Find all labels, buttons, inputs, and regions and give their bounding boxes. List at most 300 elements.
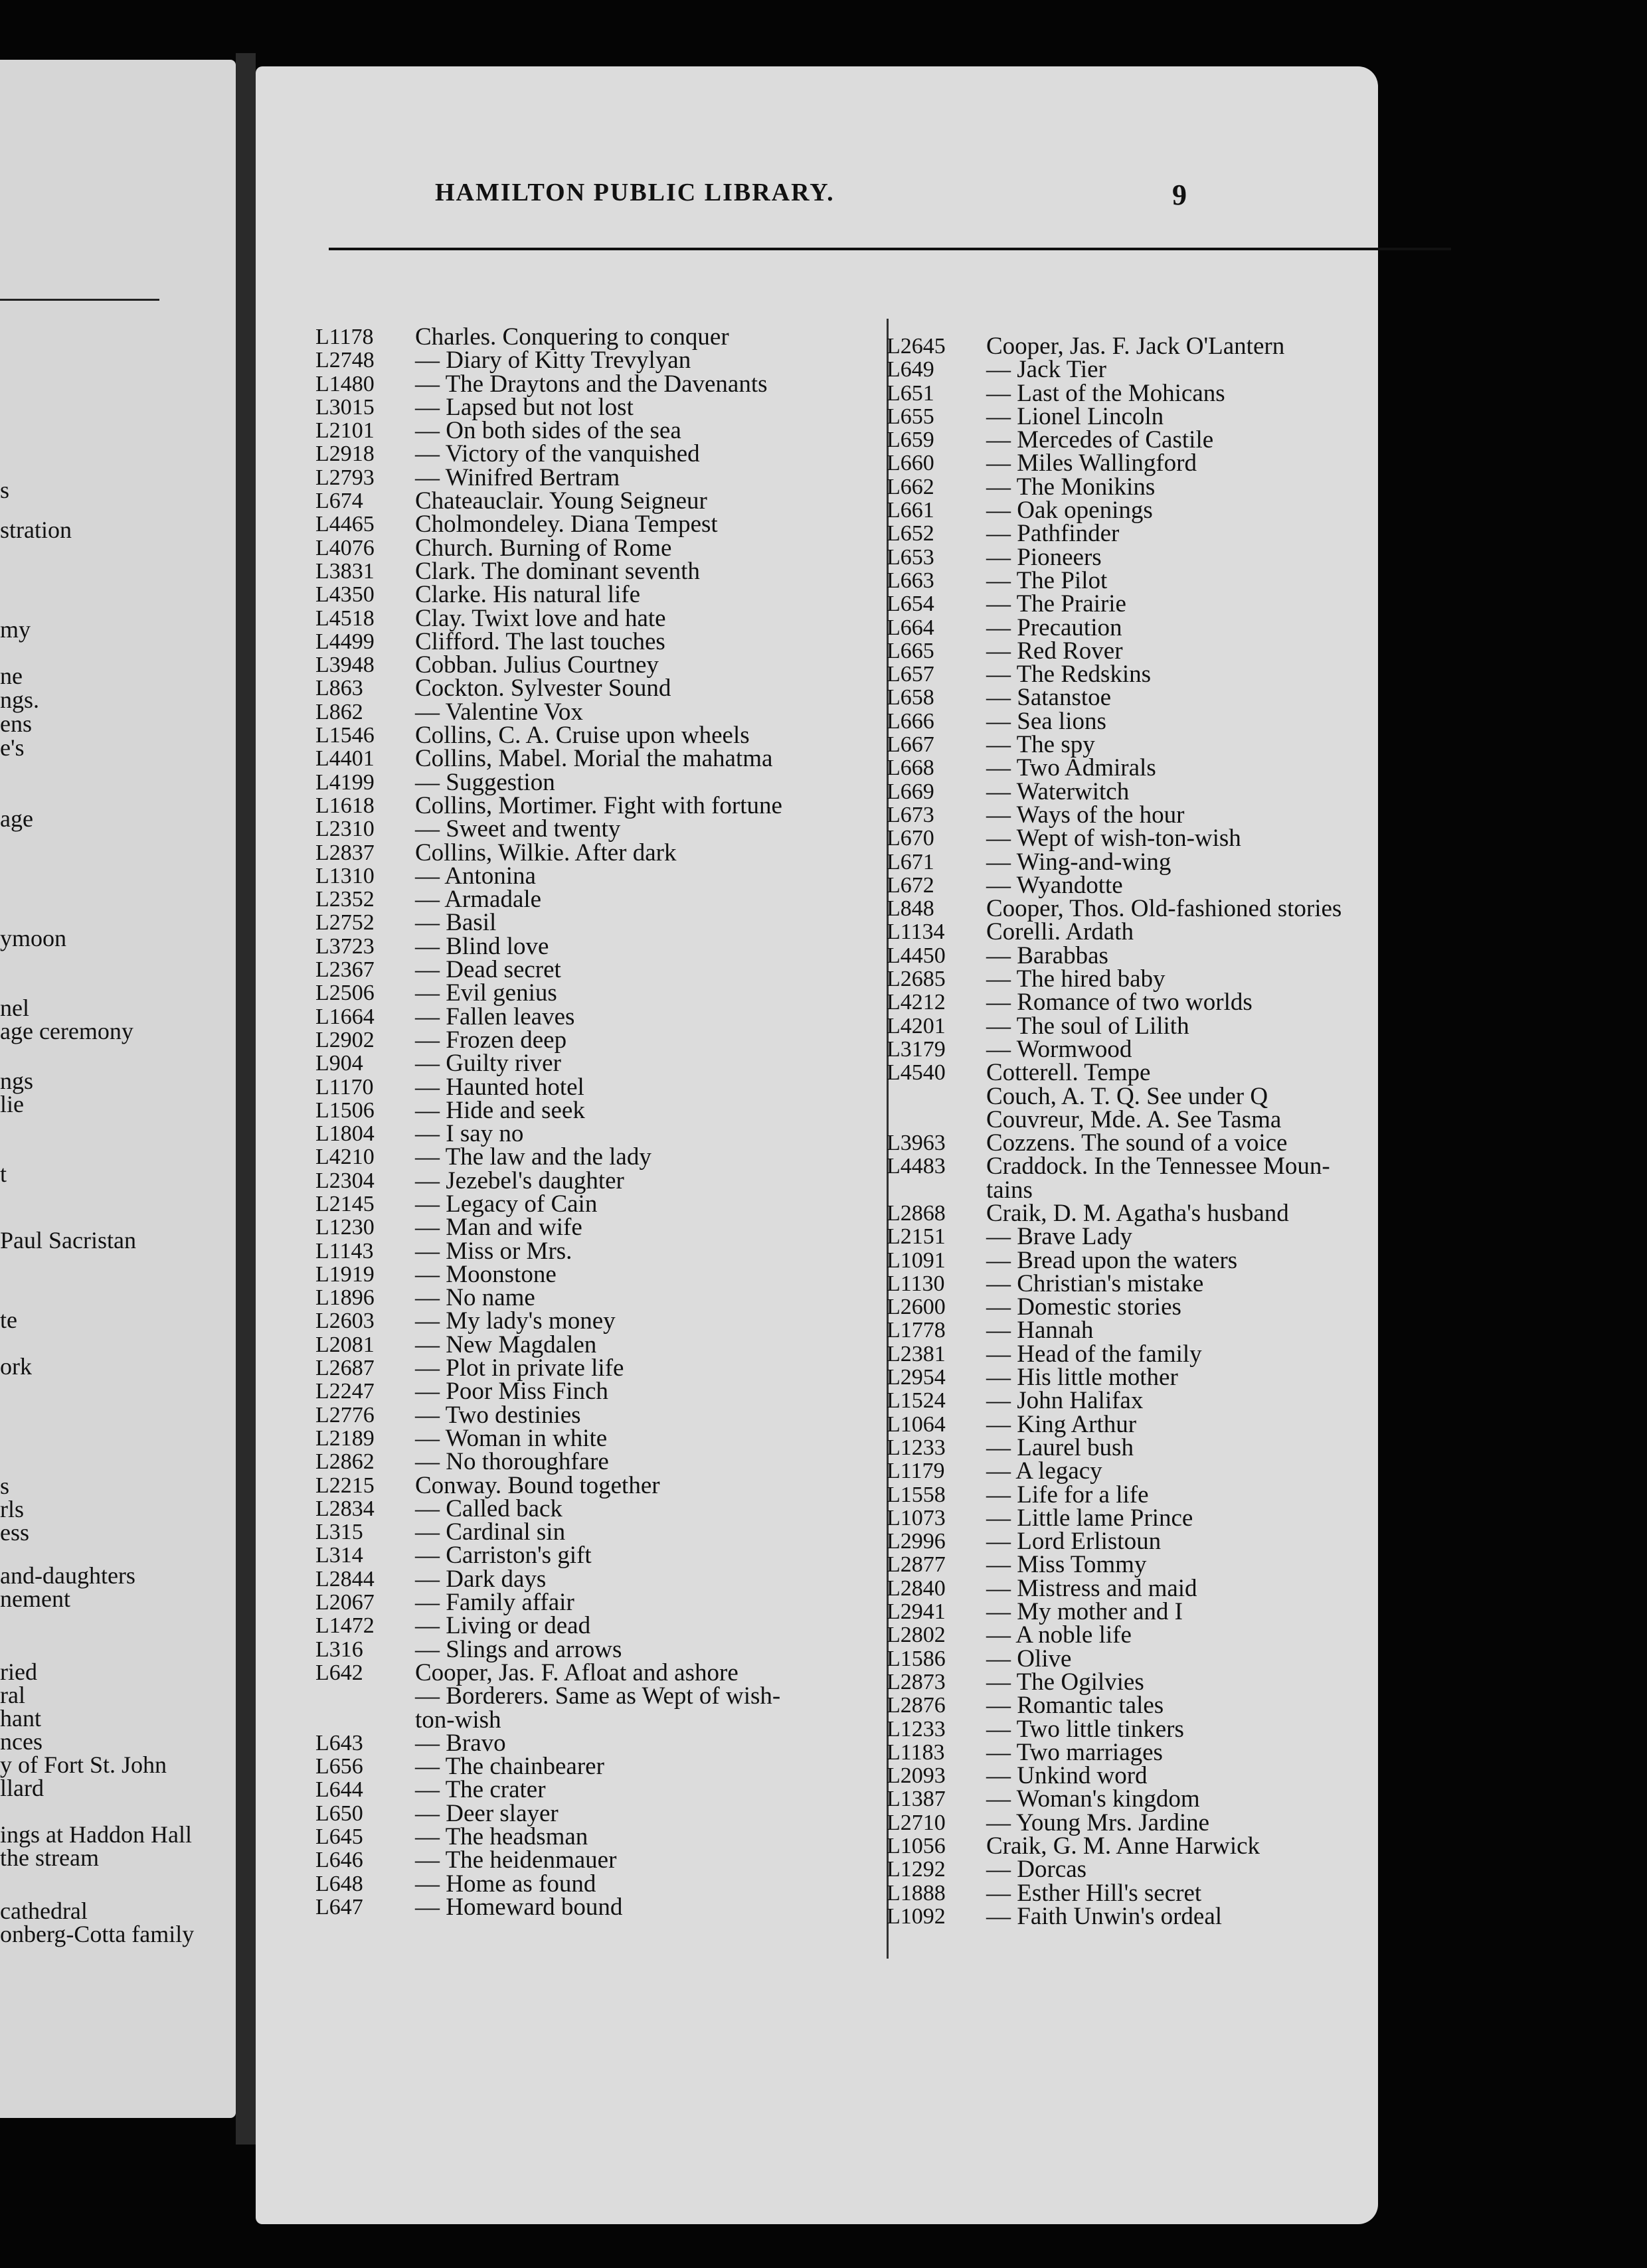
call-number: L3723 [315,933,375,959]
call-number: L2840 [887,1576,946,1601]
catalog-entry [887,684,1444,712]
call-number: L647 [315,1894,363,1919]
call-number: L1664 [315,1004,375,1029]
call-number: L648 [315,1871,363,1896]
entry-title: Cozzens. The sound of a voice [986,1129,1288,1157]
catalog-entry [887,1059,1444,1087]
catalog-entry [315,768,873,796]
entry-title: — Winifred Bertram [415,463,620,491]
catalog-entry [315,722,873,750]
entry-title: — Wing-and-wing [986,848,1171,876]
call-number: L662 [887,474,934,499]
call-number: L1143 [315,1238,374,1263]
entry-title: — The spy [986,731,1095,759]
catalog-entry [315,489,873,513]
catalog-entry [887,1574,1444,1602]
call-number: L2310 [315,817,375,842]
entry-title: — Miles Wallingford [986,449,1197,477]
entry-title: — Romance of two worlds [986,989,1253,1016]
catalog-entry [887,850,1444,874]
catalog-entry [887,613,1444,641]
call-number: L1233 [887,1435,946,1460]
call-number: L642 [315,1660,363,1685]
catalog-entry [315,745,873,773]
entry-title: — Lord Erlistoun [986,1528,1162,1556]
catalog-entry [887,1105,1444,1133]
left-page-fragment: te [0,1307,17,1333]
entry-title: — Life for a life [986,1481,1149,1508]
left-page [0,60,236,2118]
catalog-entry [887,590,1444,618]
call-number: L2902 [315,1027,375,1052]
entry-title: Craik, G. M. Anne Harwick [986,1832,1260,1860]
call-number: L2941 [887,1599,946,1625]
entry-title: — Cardinal sin [415,1518,566,1546]
entry-title: — Diary of Kitty Trevylyan [415,347,691,374]
entry-title: — Called back [415,1495,563,1522]
catalog-entry [887,497,1444,525]
entry-title: Clarke. His natural life [415,581,641,609]
catalog-entry [887,1319,1444,1342]
left-page-fragment: rls [0,1496,24,1522]
catalog-entry [887,1246,1444,1274]
entry-title: — Two destinies [415,1401,581,1429]
call-number: L655 [887,404,934,429]
catalog-entry [887,731,1444,759]
call-number: L645 [315,1824,363,1849]
catalog-entry [887,1506,1444,1530]
call-number: L1888 [887,1880,946,1905]
entry-title: — Carriston's gift [415,1542,592,1570]
catalog-entry [887,871,1444,899]
call-number: L649 [887,357,934,382]
catalog-entry [887,402,1444,430]
call-number: L2876 [887,1693,946,1718]
entry-title: — Satanstoe [986,684,1112,712]
call-number: L1179 [887,1459,945,1484]
catalog-entry [315,1497,873,1520]
catalog-entry [315,1471,873,1499]
catalog-entry [887,941,1444,969]
entry-title: — The chainbearer [415,1753,604,1781]
header-rule [329,248,1451,250]
entry-title: — Woman in white [415,1424,608,1452]
entry-title: — Head of the family [986,1340,1202,1368]
entry-title: — Hide and seek [415,1096,585,1124]
entry-title: — Fallen leaves [415,1003,575,1030]
left-page-fragment: nel [0,995,29,1021]
call-number: L658 [887,685,934,710]
left-page-fragment: onberg-Cotta family [0,1921,195,1947]
catalog-entry [887,991,1444,1014]
catalog-entry [887,335,1444,358]
entry-title: Charles. Conquering to conquer [415,323,729,351]
entry-title: — Evil genius [415,979,557,1007]
catalog-entry [315,1753,873,1781]
call-number: L4450 [887,943,946,968]
entry-title: — Victory of the vanquished [415,440,700,468]
catalog-entry [315,393,873,421]
catalog-entry [887,451,1444,475]
entry-title: — The crater [415,1776,546,1804]
catalog-entry [887,1762,1444,1790]
page-number: 9 [1172,179,1187,211]
catalog-entry [315,1005,873,1028]
entry-title: — Two marriages [986,1738,1163,1766]
catalog-entry [887,379,1444,407]
call-number: L2352 [315,887,375,912]
left-page-fragment: age [0,805,33,832]
catalog-entry [315,677,873,700]
call-number: L2304 [315,1168,375,1193]
call-number: L1524 [887,1388,946,1414]
catalog-entry [887,1295,1444,1319]
call-number: L3015 [315,394,375,420]
catalog-entry [315,1589,873,1617]
entry-title: Cooper, Jas. F. Afloat and ashore [415,1659,738,1686]
catalog-entry [315,956,873,984]
call-number: L663 [887,568,934,593]
catalog-entry [887,754,1444,782]
call-number: L650 [315,1801,363,1826]
left-page-fragment: ess [0,1519,29,1546]
catalog-entry [887,1879,1444,1907]
entry-title: — Deer slayer [415,1799,559,1827]
call-number: L4201 [887,1013,946,1038]
entry-title: — Woman's kingdom [986,1785,1200,1813]
entry-title: — Esther Hill's secret [986,1879,1202,1907]
call-number: L4350 [315,582,375,608]
call-number: L1091 [887,1248,946,1273]
catalog-entry [887,1433,1444,1461]
entry-title: — Wormwood [986,1035,1132,1063]
entry-title: — The law and the lady [415,1143,651,1171]
entry-title: Clark. The dominant seventh [415,557,700,585]
entry-title: Couch, A. T. Q. See under Q [986,1082,1268,1110]
call-number: L2067 [315,1590,375,1615]
catalog-entry [887,777,1444,805]
left-page-fragment: ens [0,710,32,737]
left-page-fragment: ngs. [0,687,40,713]
call-number: L1092 [887,1903,946,1929]
entry-title: Collins, C. A. Cruise upon wheels [415,722,750,750]
entry-title: — Ways of the hour [986,801,1185,829]
entry-title: — Dark days [415,1565,547,1593]
call-number: L2802 [887,1623,946,1648]
catalog-entry [315,1120,873,1148]
catalog-entry [887,1459,1444,1483]
entry-title: — Red Rover [986,637,1123,665]
call-number: L316 [315,1637,363,1662]
catalog-entry [887,1364,1444,1392]
catalog-entry [315,1424,873,1452]
catalog-entry [887,663,1444,686]
catalog-entry [887,1528,1444,1556]
entry-title: — Young Mrs. Jardine [986,1809,1210,1836]
catalog-entry [315,417,873,445]
entry-title: Clay. Twixt love and hate [415,604,666,632]
entry-title: — Two little tinkers [986,1715,1184,1743]
call-number: L643 [315,1730,363,1755]
call-number: L2710 [887,1810,946,1835]
left-page-fragment: ymoon [0,925,67,951]
catalog-entry [315,1096,873,1124]
left-page-fragment: nement [0,1585,70,1612]
catalog-entry [887,827,1444,850]
call-number: L4210 [315,1145,375,1170]
entry-title: — Valentine Vox [415,698,583,726]
call-number: L4401 [315,746,375,771]
catalog-entry [887,1598,1444,1626]
catalog-entry [887,356,1444,384]
call-number: L669 [887,779,934,804]
entry-title: — The Prairie [986,590,1126,618]
entry-title: — Dorcas [986,1856,1087,1884]
entry-title: — I say no [415,1120,524,1148]
call-number: L664 [887,615,934,640]
catalog-entry [887,803,1444,827]
catalog-entry [315,372,873,396]
catalog-entry [315,932,873,960]
entry-title: — His little mother [986,1364,1178,1392]
catalog-entry [887,1483,1444,1506]
entry-title: Clifford. The last touches [415,627,665,655]
entry-title: — John Halifax [986,1387,1144,1415]
entry-title: — Family affair [415,1589,574,1617]
left-page-fragment: s [0,1473,10,1499]
entry-title: — Miss Tommy [986,1551,1147,1579]
catalog-entry [315,1073,873,1101]
catalog-entry [887,566,1444,594]
entry-title: — Suggestion [415,768,555,796]
call-number: L1170 [315,1074,374,1099]
call-number: L3179 [887,1036,946,1062]
entry-title: Cockton. Sylvester Sound [415,675,671,702]
entry-title: — Two Admirals [986,754,1156,782]
catalog-entry [315,463,873,491]
catalog-entry [887,475,1444,499]
call-number: L2844 [315,1566,375,1591]
catalog-entry [887,1269,1444,1297]
entry-title: — Little lame Prince [986,1504,1193,1532]
catalog-entry [887,1155,1444,1178]
call-number: L1919 [315,1261,375,1287]
entry-title: — Olive [986,1645,1072,1672]
left-page-fragment: s [0,477,10,503]
entry-title: — Precaution [986,613,1122,641]
call-number: L2996 [887,1529,946,1554]
left-page-fragment: e's [0,734,25,761]
catalog-entry [887,1647,1444,1670]
call-number: L1233 [887,1716,946,1742]
catalog-entry [315,1612,873,1640]
entry-title: — Oak openings [986,497,1153,525]
call-number: L1073 [887,1505,946,1530]
catalog-entry [315,909,873,937]
catalog-entry [315,817,873,841]
left-page-fragment: ngs [0,1068,34,1094]
call-number: L1134 [887,920,945,945]
entry-title: — The hired baby [986,965,1166,993]
left-page-fragment: the stream [0,1844,99,1871]
call-number: L646 [315,1848,363,1873]
entry-title: Cholmondeley. Diana Tempest [415,511,718,538]
call-number: L2600 [887,1295,946,1320]
call-number: L2752 [315,910,375,935]
entry-title: Cotterell. Tempe [986,1059,1151,1087]
call-number: L314 [315,1543,363,1568]
entry-title: — Lapsed but not lost [415,393,634,421]
catalog-entry [315,1401,873,1429]
left-page-fragment: nces [0,1728,43,1755]
entry-title: — My mother and I [986,1598,1183,1626]
call-number: L4518 [315,606,375,631]
entry-title: — Lionel Lincoln [986,402,1164,430]
catalog-entry [315,1848,873,1872]
catalog-entry [315,1448,873,1476]
call-number: L1506 [315,1097,375,1123]
entry-title: — Home as found [415,1870,596,1898]
catalog-entry [315,1635,873,1663]
catalog-entry [315,513,873,536]
catalog-entry [887,1131,1444,1155]
entry-title: — The Monikins [986,473,1156,501]
catalog-entry [887,1811,1444,1834]
call-number: L3948 [315,653,375,678]
catalog-entry [887,1082,1444,1110]
call-number: L1546 [315,723,375,748]
catalog-entry [315,536,873,560]
entry-title: Cobban. Julius Courtney [415,651,659,679]
entry-title: — King Arthur [986,1410,1137,1438]
entry-title: Collins, Wilkie. After dark [415,839,677,866]
entry-title: — Hannah [986,1317,1094,1344]
catalog-entry [315,1542,873,1570]
catalog-entry [315,886,873,914]
call-number: L2862 [315,1449,375,1475]
left-page-fragment: ne [0,663,23,689]
catalog-entry [887,1342,1444,1366]
call-number: L904 [315,1051,363,1076]
call-number: L1778 [887,1318,946,1343]
call-number: L1558 [887,1482,946,1507]
catalog-entry [315,653,873,677]
entry-title: — Pathfinder [986,520,1120,548]
call-number: L660 [887,451,934,476]
left-page-fragment: llard [0,1775,44,1801]
call-number: L2793 [315,465,375,490]
left-page-fragment: stration [0,517,72,543]
catalog-entry [315,1192,873,1216]
book-spine [236,53,256,2145]
entry-title: — Dead secret [415,956,561,984]
call-number: L1804 [315,1121,375,1147]
catalog-entry [887,1856,1444,1884]
catalog-entry [887,1551,1444,1579]
catalog-entry [887,639,1444,663]
entry-title: Couvreur, Mde. A. See Tasma [986,1105,1282,1133]
catalog-entry [887,1715,1444,1743]
entry-title: — Christian's mistake [986,1269,1204,1297]
catalog-entry [887,918,1444,946]
catalog-entry [887,1902,1444,1930]
catalog-entry [315,1799,873,1827]
entry-title: Cooper, Thos. Old-fashioned stories [986,895,1342,923]
call-number: L862 [315,699,363,724]
catalog-entry [315,1145,873,1169]
entry-title: — The Ogilvies [986,1668,1144,1696]
call-number: L2215 [315,1473,375,1498]
left-page-fragment: y of Fort St. John [0,1751,167,1778]
catalog-entry [315,581,873,609]
catalog-entry [887,707,1444,735]
entry-title: — Brave Lady [986,1223,1132,1251]
call-number: L2685 [887,967,946,992]
entry-title: — Jack Tier [986,356,1106,384]
catalog-entry [315,440,873,468]
catalog-entry [315,864,873,888]
catalog-entry [315,1708,873,1732]
call-number: L1387 [887,1787,946,1812]
left-page-fragment: ings at Haddon Hall [0,1821,192,1848]
call-number: L1586 [887,1646,946,1671]
call-number: L848 [887,896,934,922]
catalog-entry [315,700,873,724]
entry-title: Craddock. In the Tennessee Moun- [986,1153,1330,1180]
call-number: L2877 [887,1552,946,1578]
call-number: L651 [887,380,934,406]
call-number: L659 [887,428,934,453]
entry-title: — Sweet and twenty [415,815,621,843]
call-number: L4499 [315,629,375,654]
entry-title: — Last of the Mohicans [986,379,1225,407]
left-page-fragment: and-daughters [0,1562,135,1589]
entry-title: — Wyandotte [986,871,1123,899]
entry-title: — Slings and arrows [415,1635,622,1663]
entry-title: Craik, D. M. Agatha's husband [986,1199,1289,1227]
call-number: L2645 [887,334,946,359]
entry-title: tains [986,1176,1033,1204]
entry-title: — The heidenmauer [415,1846,617,1874]
entry-title: — No name [415,1284,535,1312]
catalog-column-left [315,325,873,1919]
call-number: L654 [887,592,934,617]
call-number: L3831 [315,558,375,584]
call-number: L672 [887,872,934,898]
call-number: L1292 [887,1857,946,1882]
left-page-fragment: lie [0,1091,24,1117]
entry-title: — Man and wife [415,1214,582,1242]
call-number: L2189 [315,1425,375,1451]
call-number: L1618 [315,793,375,818]
call-number: L667 [887,732,934,758]
entry-title: — Antonina [415,862,536,890]
catalog-entry [315,349,873,372]
entry-title: Conway. Bound together [415,1471,660,1499]
entry-title: — Plot in private life [415,1354,624,1382]
call-number: L1472 [315,1613,375,1639]
catalog-entry [315,1214,873,1242]
entry-title: — Pioneers [986,543,1102,571]
catalog-entry [315,1893,873,1921]
call-number: L652 [887,521,934,546]
entry-title: — Miss or Mrs. [415,1237,572,1265]
call-number: L2776 [315,1402,375,1427]
catalog-entry [315,1333,873,1356]
catalog-entry [887,543,1444,571]
entry-title: — Barabbas [986,941,1108,969]
call-number: L653 [887,544,934,570]
